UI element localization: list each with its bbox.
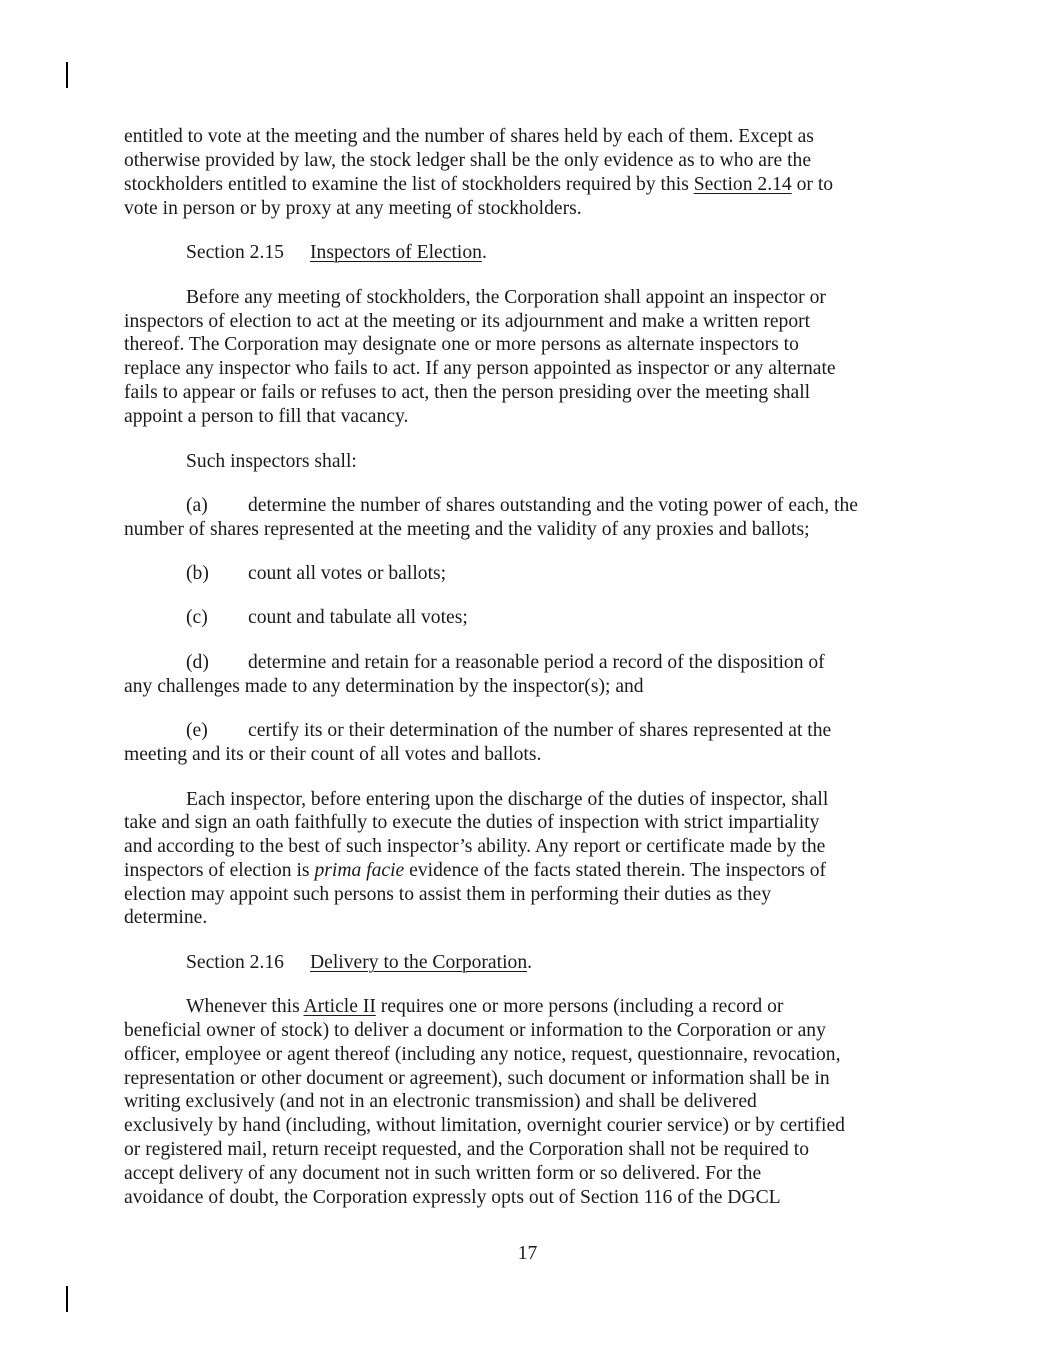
para5-text: Whenever this — [186, 996, 304, 1017]
para2-line-6: appoint a person to fill that vacancy. — [124, 406, 409, 427]
section-2-14-reference: Section 2.14 — [693, 174, 792, 195]
para1-text: or to — [791, 174, 834, 195]
item-text: determine the number of shares outstanding and the voting power of each, the — [248, 495, 858, 516]
para5-line-6: exclusively by hand (including, without limitation, overnight courier service) or by certified — [124, 1115, 845, 1136]
item-text: determine and retain for a reasonable period a record of the disposition of — [248, 652, 825, 673]
margin-mark-bottom — [66, 1286, 68, 1312]
para5-line-2: beneficial owner of stock) to deliver a document or information to the Corporation or any — [124, 1020, 826, 1041]
heading-punct: . — [527, 952, 533, 973]
para2-line-3: thereof. The Corporation may designate one or more persons as alternate inspectors to — [124, 334, 799, 355]
item-c-line-1 — [186, 606, 468, 630]
margin-mark-top — [66, 62, 68, 88]
para1-line-2: otherwise provided by law, the stock ledger shall be the only evidence as to who are the — [124, 150, 812, 171]
para4-line-6: determine. — [124, 907, 208, 928]
para1-line-1: entitled to vote at the meeting and the number of shares held by each of them. Except as — [124, 126, 814, 147]
heading-punct: . — [481, 242, 487, 263]
para1-text: stockholders entitled to examine the list of stockholders required by this — [124, 174, 694, 195]
item-d-line-1 — [186, 651, 825, 675]
item-label: (d) — [186, 652, 209, 673]
para5-text: requires one or more persons (including a record or — [375, 996, 784, 1017]
para4-text: evidence of the facts stated therein. The inspectors of — [404, 860, 827, 881]
para5-line-8: accept delivery of any document not in such written form or so delivered. For the — [124, 1163, 762, 1184]
para5-line-1 — [186, 995, 783, 1019]
para4-line-1: Each inspector, before entering upon the discharge of the duties of inspector, shall — [186, 789, 829, 810]
para3-line-1: Such inspectors shall: — [186, 451, 357, 472]
item-text: certify its or their determination of the number of shares represented at the — [248, 720, 832, 741]
section-title: Delivery to the Corporation — [310, 952, 528, 973]
item-text: count all votes or ballots; — [248, 563, 447, 584]
prima-facie-italic: prima facie — [314, 860, 405, 881]
item-e-line-2: meeting and its or their count of all votes and ballots. — [124, 744, 542, 765]
item-a-line-2: number of shares represented at the meeting and the validity of any proxies and ballots; — [124, 519, 810, 540]
section-2-15-heading — [186, 241, 487, 265]
para2-line-2: inspectors of election to act at the meeting or its adjournment and make a written report — [124, 311, 811, 332]
section-2-16-heading — [186, 951, 532, 975]
item-label: (c) — [186, 607, 208, 628]
item-e-line-1 — [186, 719, 831, 743]
item-label: (b) — [186, 563, 209, 584]
para2-line-5: fails to appear or fails or refuses to act, then the person presiding over the meeting shall — [124, 382, 811, 403]
item-label: (e) — [186, 720, 208, 741]
page-number: 17 — [517, 1243, 538, 1264]
section-number: Section 2.16 — [186, 952, 284, 973]
para5-line-5: writing exclusively (and not in an electronic transmission) and shall be delivered — [124, 1091, 757, 1112]
para4-line-4 — [124, 859, 826, 883]
para5-line-9: avoidance of doubt, the Corporation expressly opts out of Section 116 of the DGCL — [124, 1187, 781, 1208]
item-d-line-2: any challenges made to any determination by the inspector(s); and — [124, 676, 644, 697]
item-text: count and tabulate all votes; — [248, 607, 468, 628]
para2-line-4: replace any inspector who fails to act. If any person appointed as inspector or any alternate — [124, 358, 836, 379]
para2-line-1: Before any meeting of stockholders, the Corporation shall appoint an inspector or — [186, 287, 826, 308]
para1-line-4: vote in person or by proxy at any meeting of stockholders. — [124, 198, 582, 219]
article-ii-reference: Article II — [303, 996, 376, 1017]
para5-line-3: officer, employee or agent thereof (including any notice, request, questionnaire, revocation, — [124, 1044, 841, 1065]
section-number: Section 2.15 — [186, 242, 284, 263]
item-label: (a) — [186, 495, 208, 516]
item-a-line-1 — [186, 494, 858, 518]
para5-line-4: representation or other document or agreement), such document or information shall be in — [124, 1068, 830, 1089]
para5-line-7: or registered mail, return receipt requested, and the Corporation shall not be required to — [124, 1139, 809, 1160]
item-b-line-1 — [186, 562, 446, 586]
section-title: Inspectors of Election — [310, 242, 482, 263]
para4-line-3: and according to the best of such inspector’s ability. Any report or certificate made by the — [124, 836, 826, 857]
para4-line-5: election may appoint such persons to assist them in performing their duties as they — [124, 884, 772, 905]
para4-line-2: take and sign an oath faithfully to execute the duties of inspection with strict impartiality — [124, 812, 820, 833]
para4-text: inspectors of election is — [124, 860, 315, 881]
para1-line-3 — [124, 173, 833, 197]
